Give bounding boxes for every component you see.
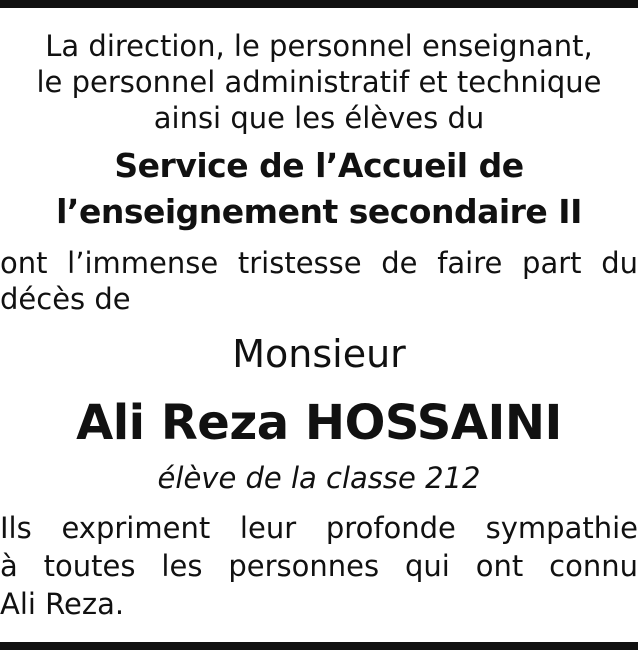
bottom-border-rule	[0, 642, 638, 650]
deceased-name: Ali Reza HOSSAINI	[76, 395, 562, 451]
institution-line-2: l’enseignement secondaire II	[56, 192, 582, 231]
obituary-notice	[0, 8, 638, 642]
honorific: Monsieur	[232, 332, 406, 376]
deceased-description: élève de la classe 212	[157, 461, 481, 495]
closing-line-2: à toutes les personnes qui ont connu	[0, 549, 638, 583]
closing-line-1: Ils expriment leur profonde sympathie	[0, 511, 638, 545]
announcement-line-2: décès de	[0, 282, 131, 316]
intro-line-1: La direction, le personnel enseignant,	[45, 29, 593, 63]
institution-line-1: Service de l’Accueil de	[114, 146, 524, 185]
closing-line-3: Ali Reza.	[0, 587, 125, 621]
intro-line-3: ainsi que les élèves du	[153, 101, 485, 135]
top-border-rule	[0, 0, 638, 8]
announcement-line-1: ont l’immense tristesse de faire part du	[0, 246, 638, 280]
intro-line-2: le personnel administratif et technique	[36, 65, 602, 99]
